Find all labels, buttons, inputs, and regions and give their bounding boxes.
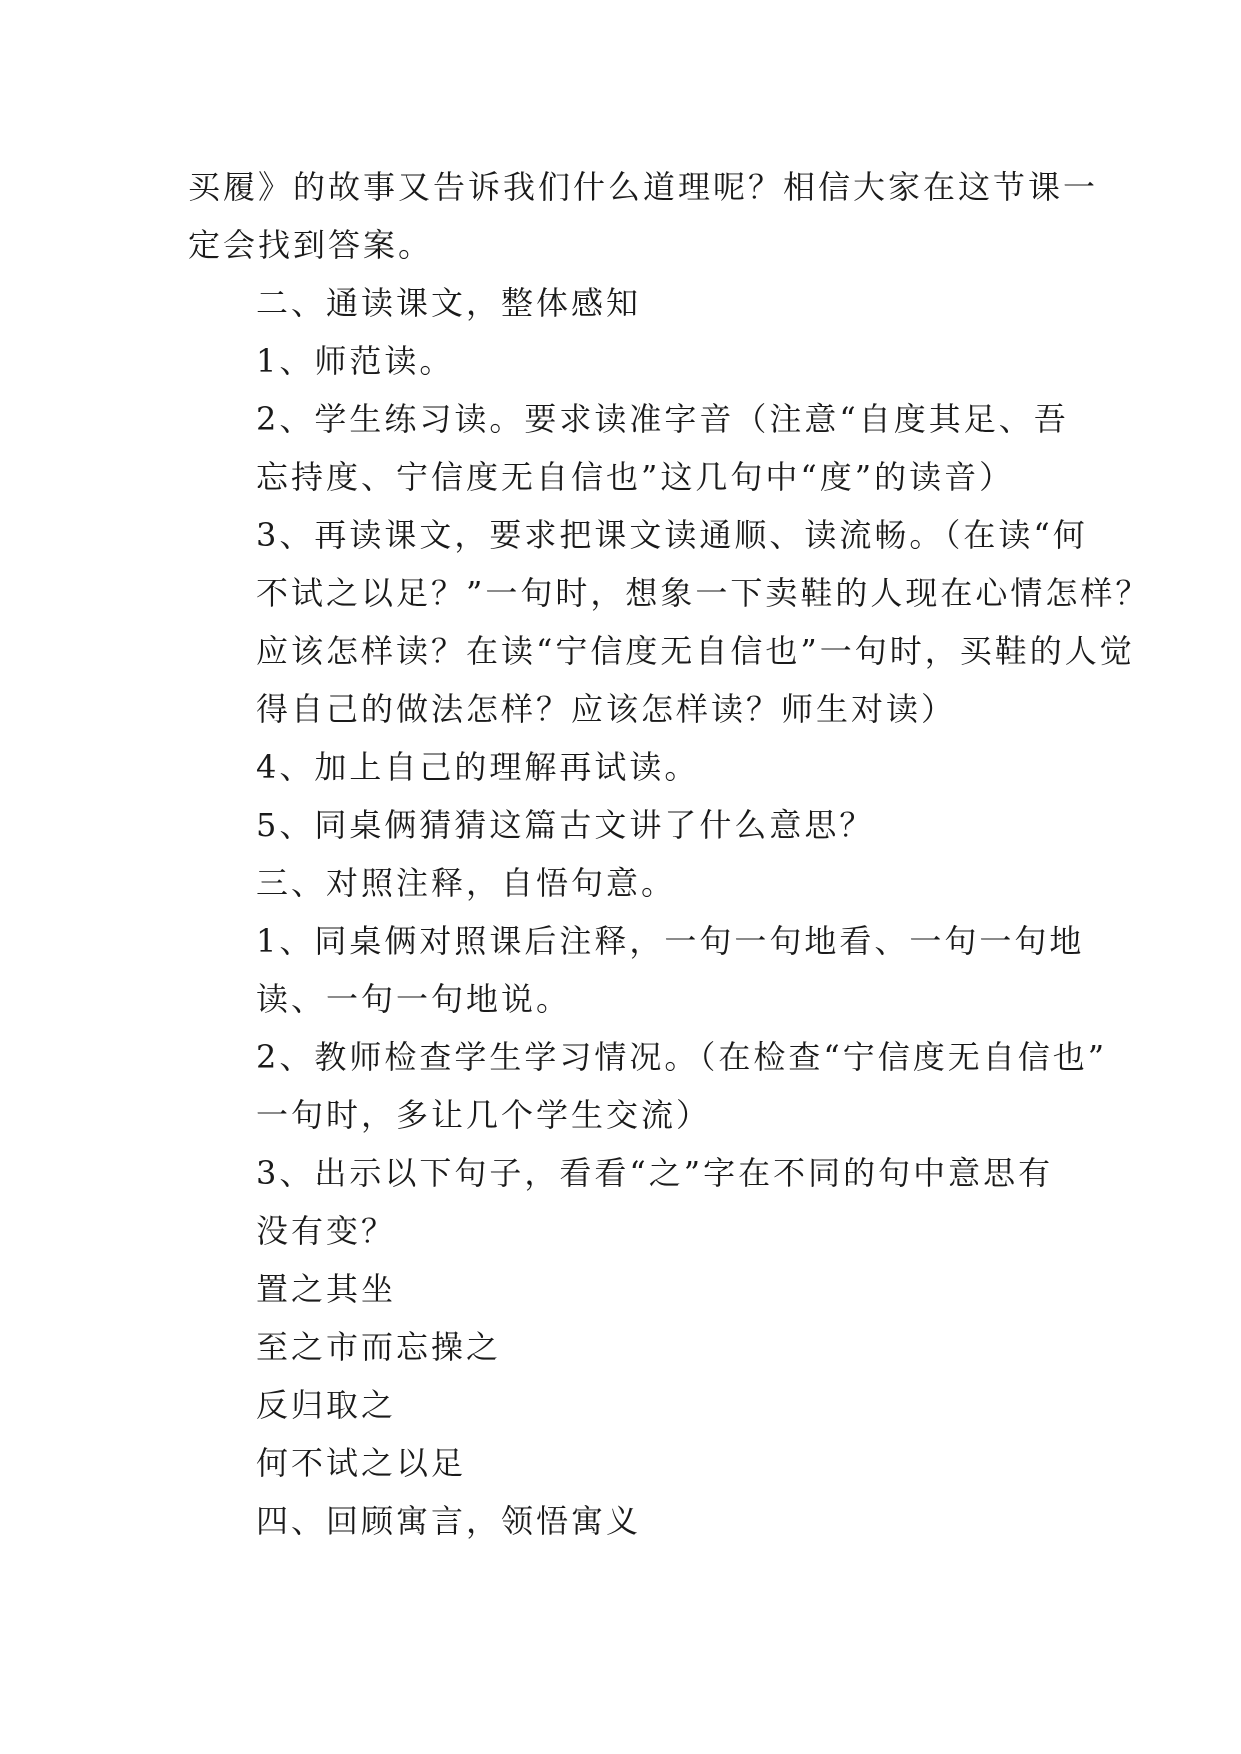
paragraph-intro-continuation: [188, 158, 1099, 274]
text-line: 买履》的故事又告诉我们什么道理呢？相信大家在这节课一: [188, 168, 1099, 206]
text-line: 3、出示以下句子，看看“之”字在不同的句中意思有: [256, 1154, 1054, 1192]
text-line: 读、一句一句地说。: [256, 980, 572, 1018]
text-line: 应该怎样读？在读“宁信度无自信也”一句时，买鞋的人觉: [256, 632, 1135, 670]
text-line: 5、同桌俩猜猜这篇古文讲了什么意思？: [256, 806, 875, 844]
text-line: 何不试之以足: [256, 1444, 467, 1482]
text-line: 二、通读课文，整体感知: [256, 284, 642, 322]
example-sentence: [188, 1434, 1060, 1492]
text-line: 得自己的做法怎样？应该怎样读？师生对读）: [256, 690, 957, 728]
text-line: 4、加上自己的理解再试读。: [256, 748, 700, 786]
text-line: 至之市而忘操之: [256, 1328, 502, 1366]
text-line: 2、教师检查学生学习情况。（在检查“宁信度无自信也”: [256, 1038, 1108, 1076]
text-line: 不试之以足？”一句时，想象一下卖鞋的人现在心情怎样？: [256, 574, 1151, 612]
list-item-2-2: [188, 390, 1069, 506]
text-line: 1、师范读。: [256, 342, 455, 380]
text-line: 忘持度、宁信度无自信也”这几句中“度”的读音）: [256, 458, 1015, 496]
text-line: 没有变？: [256, 1212, 397, 1250]
text-line: 三、对照注释，自悟句意。: [256, 864, 677, 902]
section-heading-2: [188, 274, 1060, 332]
example-sentence: [188, 1260, 1060, 1318]
list-item-3-3: [188, 1144, 1060, 1260]
section-heading-3: [188, 854, 1060, 912]
example-sentence: [188, 1376, 1060, 1434]
text-line: 3、再读课文，要求把课文读通顺、读流畅。（在读“何: [256, 516, 1088, 554]
document-body: [188, 158, 1151, 1550]
section-heading-4: [188, 1492, 1060, 1550]
text-line: 2、学生练习读。要求读准字音（注意“自度其足、吾: [256, 400, 1069, 438]
text-line: 一句时，多让几个学生交流）: [256, 1096, 712, 1134]
list-item-2-3: [188, 506, 1151, 738]
text-line: 反归取之: [256, 1386, 397, 1424]
list-item-2-1: [188, 332, 1060, 390]
text-line: 四、回顾寓言，领悟寓义: [256, 1502, 642, 1540]
list-item-3-1: [188, 912, 1085, 1028]
list-item-2-5: [188, 796, 1060, 854]
list-item-2-4: [188, 738, 1060, 796]
text-line: 置之其坐: [256, 1270, 397, 1308]
example-sentence: [188, 1318, 1060, 1376]
list-item-3-2: [188, 1028, 1108, 1144]
text-line: 1、同桌俩对照课后注释，一句一句地看、一句一句地: [256, 922, 1085, 960]
text-line: 定会找到答案。: [188, 226, 434, 264]
